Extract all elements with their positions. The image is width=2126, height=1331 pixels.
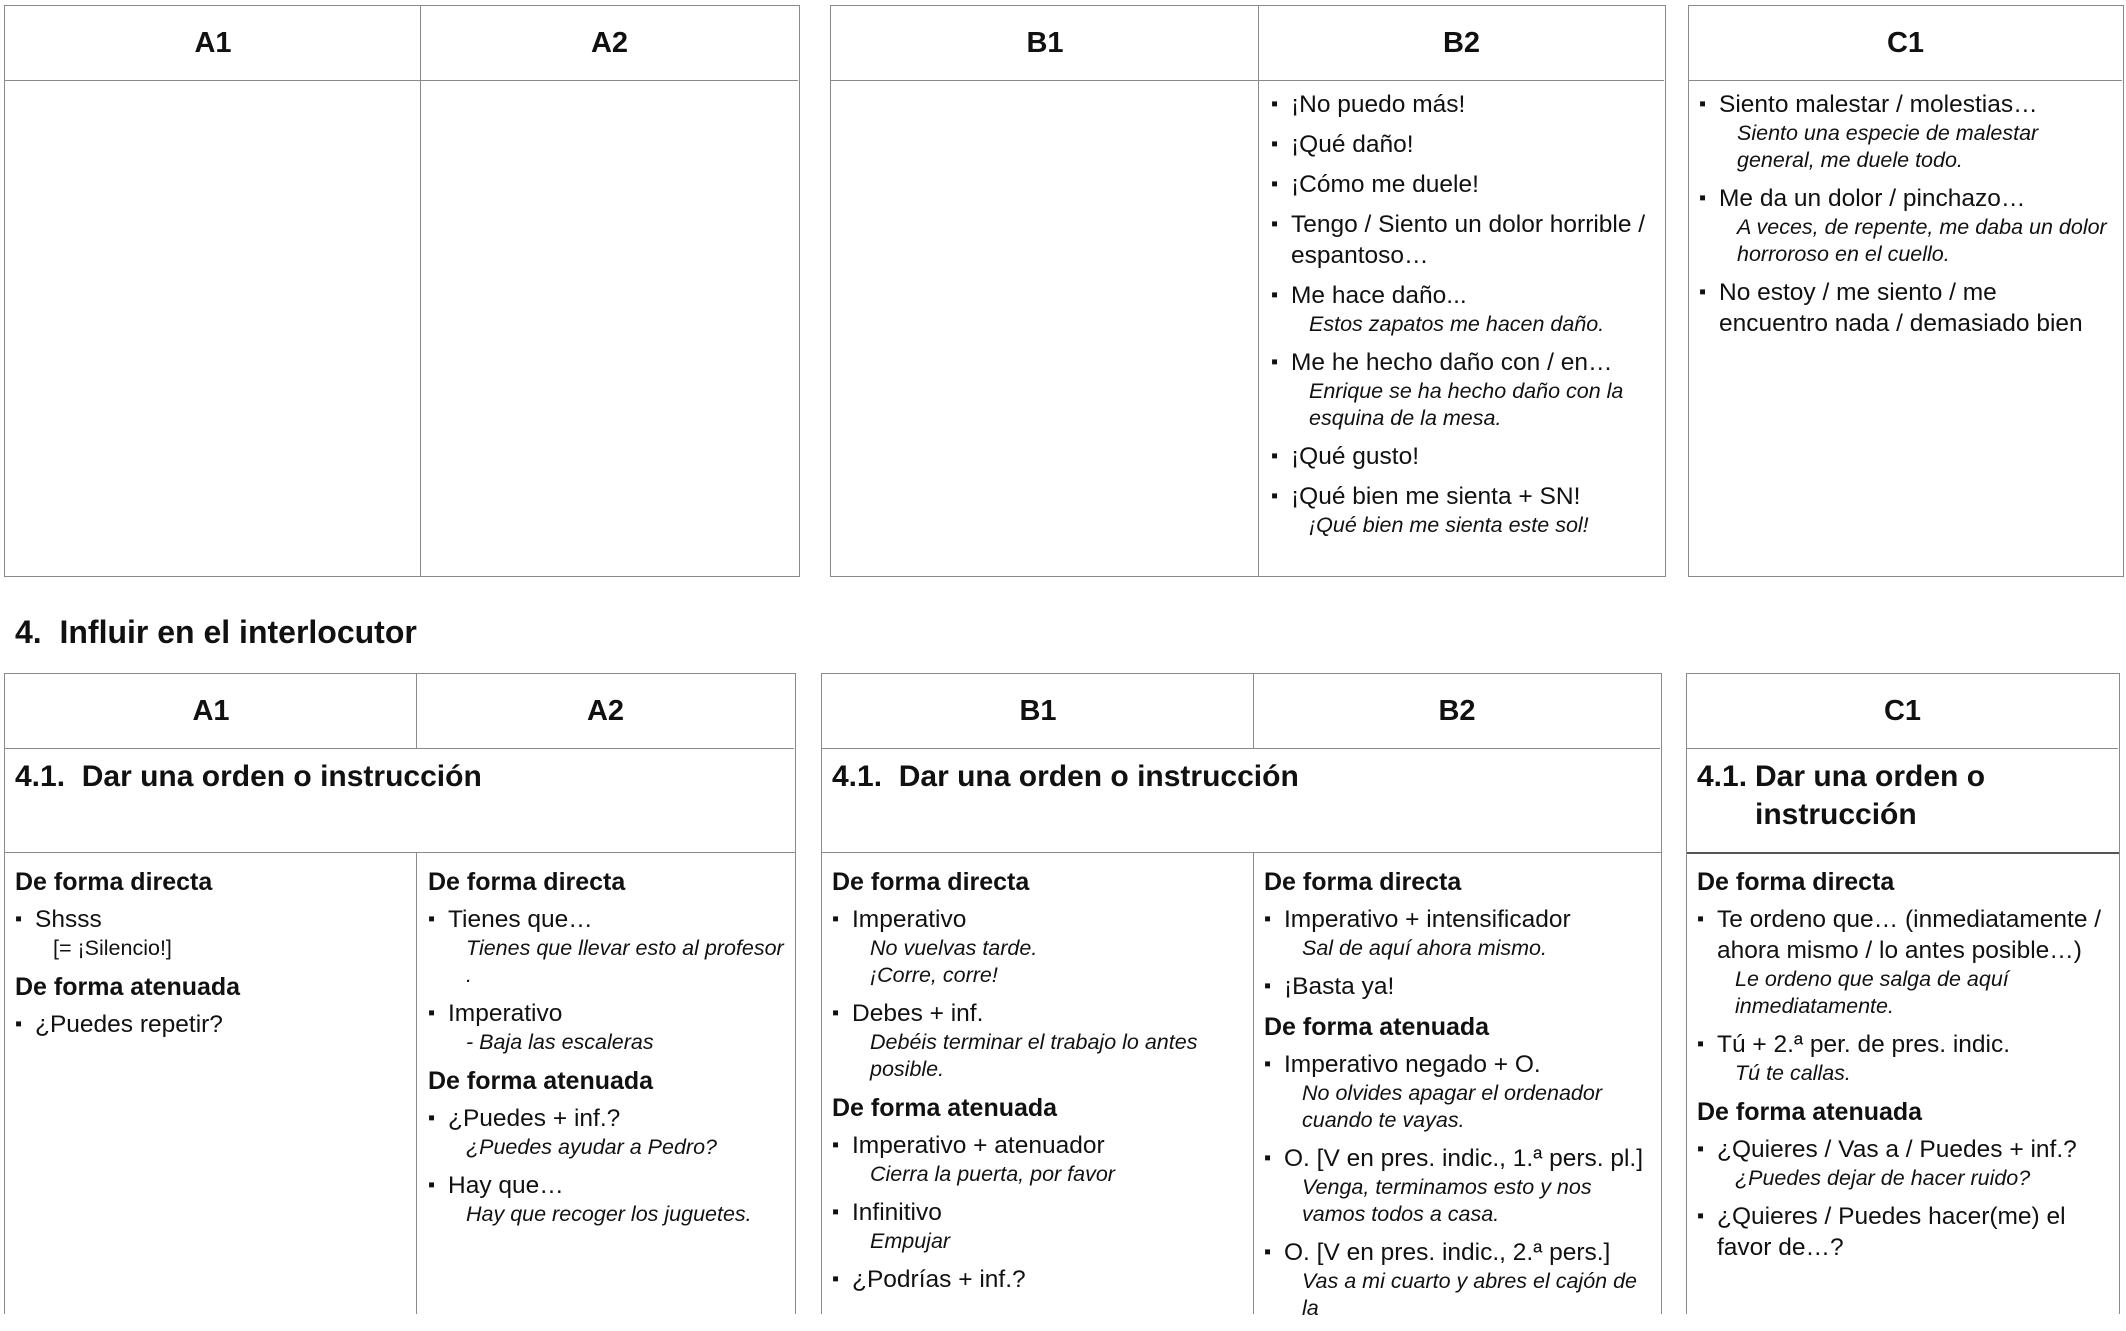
- item-text: ¿Podrías + inf.?: [852, 1266, 1026, 1293]
- item-example: Le ordeno que salga de aquí inmediatamente.: [1735, 967, 2009, 1018]
- list-item: [1271, 209, 1651, 271]
- item-example: Cierra la puerta, por favor: [870, 1162, 1115, 1186]
- list-item: [832, 1197, 1247, 1255]
- item-example: ¿Puedes dejar de hacer ruido?: [1735, 1166, 2031, 1190]
- top-table-a: [4, 5, 800, 577]
- subsection-number: 4.1.: [1697, 760, 1748, 793]
- item-text: Hay que…: [448, 1172, 564, 1199]
- top-b2-cell: [1271, 89, 1651, 548]
- list-item: [1264, 1143, 1649, 1228]
- list-item: [15, 904, 405, 962]
- item-example: Tú te callas.: [1735, 1061, 1851, 1085]
- list-item: [1699, 183, 2109, 268]
- item-text: Infinitivo: [852, 1199, 942, 1226]
- item-text: Imperativo + intensificador: [1284, 906, 1571, 933]
- b1-directa-list: [832, 904, 1247, 1083]
- item-text: Me da un dolor / pinchazo…: [1719, 185, 2026, 212]
- bottom-table-c: [1686, 673, 2120, 1314]
- bottom-a2-cell: [428, 862, 788, 1237]
- item-text: O. [V en pres. indic., 1.ª pers. pl.]: [1284, 1145, 1644, 1172]
- bottom-a1-cell: [15, 862, 405, 1049]
- a1-atenuada-list: [15, 1009, 405, 1040]
- item-example: Sal de aquí ahora mismo.: [1302, 936, 1547, 960]
- row-divider: [822, 852, 1661, 853]
- subsection-name: Dar una orden o instrucción: [1755, 760, 1986, 831]
- bottom-b1-cell: [832, 862, 1247, 1304]
- item-text: Te ordeno que… (inmediatamente / ahora mismo / lo antes posible…): [1717, 906, 2102, 964]
- directa-label: De forma directa: [832, 868, 1030, 896]
- list-item: [428, 1103, 788, 1161]
- section-heading: [15, 614, 417, 651]
- section-number: 4.: [15, 614, 42, 650]
- list-item: [1697, 904, 2107, 1020]
- item-text: Tú + 2.ª per. de pres. indic.: [1717, 1031, 2011, 1058]
- level-header-c1: C1: [1687, 674, 2118, 749]
- item-text: ¿Puedes + inf.?: [448, 1105, 621, 1132]
- item-text: Imperativo negado + O.: [1284, 1051, 1541, 1078]
- item-example: No vuelvas tarde.: [870, 936, 1038, 960]
- item-text: Imperativo: [852, 906, 967, 933]
- top-c1-cell: [1699, 89, 2109, 348]
- item-text: ¡No puedo más!: [1291, 91, 1466, 118]
- list-item: [1264, 904, 1649, 962]
- item-text: ¡Basta ya!: [1284, 973, 1395, 1000]
- list-item: [1271, 481, 1651, 539]
- c1-atenuada-list: [1697, 1134, 2107, 1263]
- level-header-a2: A2: [421, 6, 798, 81]
- item-example: Vas a mi cuarto y abres el cajón de la: [1302, 1269, 1638, 1320]
- item-example: Debéis terminar el trabajo lo antes posible.: [870, 1030, 1198, 1081]
- item-text: Siento malestar / molestias…: [1719, 91, 2038, 118]
- subsection-title: [832, 758, 1299, 796]
- subsection-title: [1697, 758, 2087, 834]
- c1-directa-list: [1697, 904, 2107, 1087]
- column-divider: [416, 852, 417, 1314]
- directa-label: De forma directa: [1697, 868, 1895, 896]
- bottom-b2-cell: [1264, 862, 1649, 1331]
- item-text: ¿Quieres / Puedes hacer(me) el favor de…?: [1717, 1203, 2066, 1261]
- a1-directa-list: [15, 904, 405, 962]
- list-item: [1271, 347, 1651, 432]
- item-example: ¡Corre, corre!: [870, 963, 998, 987]
- atenuada-label: De forma atenuada: [1697, 1098, 1923, 1126]
- level-header-c1: C1: [1689, 6, 2122, 81]
- level-header-b1: B1: [822, 674, 1254, 749]
- list-item: [832, 904, 1247, 989]
- subsection-name: Dar una orden o instrucción: [898, 760, 1299, 793]
- b2-directa-list: [1264, 904, 1649, 1002]
- section-title: Influir en el interlocutor: [59, 614, 417, 650]
- atenuada-label: De forma atenuada: [1264, 1013, 1490, 1041]
- top-table-b: [830, 5, 1666, 577]
- item-text: Me he hecho daño con / en…: [1291, 349, 1613, 376]
- item-text: No estoy / me siento / me encuentro nada / demasiado bien: [1719, 279, 2083, 337]
- item-text: ¡Qué daño!: [1291, 131, 1414, 158]
- item-example: Tienes que llevar esto al profesor .: [466, 936, 784, 987]
- bottom-c1-cell: [1697, 862, 2107, 1272]
- list-item: [832, 1264, 1247, 1295]
- item-example: A veces, de repente, me daba un dolor horroroso en el cuello.: [1737, 215, 2107, 266]
- list-item: [832, 998, 1247, 1083]
- directa-label: De forma directa: [428, 868, 626, 896]
- item-example: Siento una especie de malestar general, me duele todo.: [1737, 121, 2039, 172]
- list-item: [1271, 89, 1651, 120]
- subsection-number: 4.1.: [832, 760, 883, 793]
- list-item: [1264, 1237, 1649, 1322]
- column-divider: [1253, 852, 1254, 1314]
- list-item: [1699, 89, 2109, 174]
- list-item: [832, 1130, 1247, 1188]
- level-header-a2: A2: [417, 674, 794, 749]
- level-header-b2: B2: [1259, 6, 1664, 81]
- subsection-name: Dar una orden o instrucción: [81, 760, 482, 793]
- item-text: O. [V en pres. indic., 2.ª pers.]: [1284, 1239, 1611, 1266]
- list-item: [1697, 1029, 2107, 1087]
- item-example: Estos zapatos me hacen daño.: [1309, 312, 1605, 336]
- column-divider: [420, 6, 421, 576]
- list-item: [428, 904, 788, 989]
- level-header-b2: B2: [1254, 674, 1660, 749]
- list-item: [1264, 971, 1649, 1002]
- item-example: - Baja las escaleras: [466, 1030, 654, 1054]
- bottom-table-a: [4, 673, 796, 1314]
- a2-atenuada-list: [428, 1103, 788, 1228]
- item-note: [= ¡Silencio!]: [53, 936, 172, 960]
- item-text: Imperativo + atenuador: [852, 1132, 1105, 1159]
- list-item: [1697, 1134, 2107, 1192]
- list-item: [1271, 129, 1651, 160]
- directa-label: De forma directa: [1264, 868, 1462, 896]
- subsection-title: [15, 758, 482, 796]
- b1-atenuada-list: [832, 1130, 1247, 1295]
- list-item: [428, 1170, 788, 1228]
- subsection-number: 4.1.: [15, 760, 66, 793]
- item-text: ¿Quieres / Vas a / Puedes + inf.?: [1717, 1136, 2077, 1163]
- level-header-a1: A1: [5, 674, 417, 749]
- item-example: Empujar: [870, 1229, 951, 1253]
- column-divider: [1258, 6, 1259, 576]
- item-text: ¡Cómo me duele!: [1291, 171, 1479, 198]
- top-table-c: [1688, 5, 2124, 577]
- list-item: [1697, 1201, 2107, 1263]
- item-example: Enrique se ha hecho daño con la esquina de la mesa.: [1309, 379, 1624, 430]
- directa-label: De forma directa: [15, 868, 213, 896]
- row-divider: [5, 852, 795, 853]
- atenuada-label: De forma atenuada: [428, 1067, 654, 1095]
- a2-directa-list: [428, 904, 788, 1056]
- atenuada-label: De forma atenuada: [15, 973, 241, 1001]
- item-text: Me hace daño...: [1291, 282, 1467, 309]
- b2-atenuada-list: [1264, 1049, 1649, 1322]
- bottom-table-b: [821, 673, 1662, 1320]
- item-text: Tienes que…: [448, 906, 593, 933]
- list-item: [1699, 277, 2109, 339]
- item-text: ¡Qué bien me sienta + SN!: [1291, 483, 1581, 510]
- list-item: [1264, 1049, 1649, 1134]
- list-item: [1271, 441, 1651, 472]
- item-example: ¿Puedes ayudar a Pedro?: [466, 1135, 717, 1159]
- list-item: [1271, 169, 1651, 200]
- item-text: Debes + inf.: [852, 1000, 984, 1027]
- level-header-a1: A1: [5, 6, 421, 81]
- item-example: ¡Qué bien me sienta este sol!: [1309, 513, 1589, 537]
- column-divider: [1253, 674, 1254, 749]
- item-example: No olvides apagar el ordenador cuando te vayas.: [1302, 1081, 1603, 1132]
- item-example: Venga, terminamos esto y nos vamos todos a casa.: [1302, 1175, 1592, 1226]
- row-divider: [1687, 852, 2119, 854]
- top-c1-list: [1699, 89, 2109, 339]
- list-item: [1271, 280, 1651, 338]
- item-text: Tengo / Siento un dolor horrible / espantoso…: [1291, 211, 1646, 269]
- item-text: ¡Qué gusto!: [1291, 443, 1420, 470]
- item-text: Imperativo: [448, 1000, 563, 1027]
- top-b2-list: [1271, 89, 1651, 539]
- item-text: ¿Puedes repetir?: [35, 1011, 223, 1038]
- list-item: [428, 998, 788, 1056]
- item-example: Hay que recoger los juguetes.: [466, 1202, 752, 1226]
- list-item: [15, 1009, 405, 1040]
- item-text: Shsss: [35, 906, 102, 933]
- atenuada-label: De forma atenuada: [832, 1094, 1058, 1122]
- column-divider: [416, 674, 417, 749]
- level-header-b1: B1: [831, 6, 1259, 81]
